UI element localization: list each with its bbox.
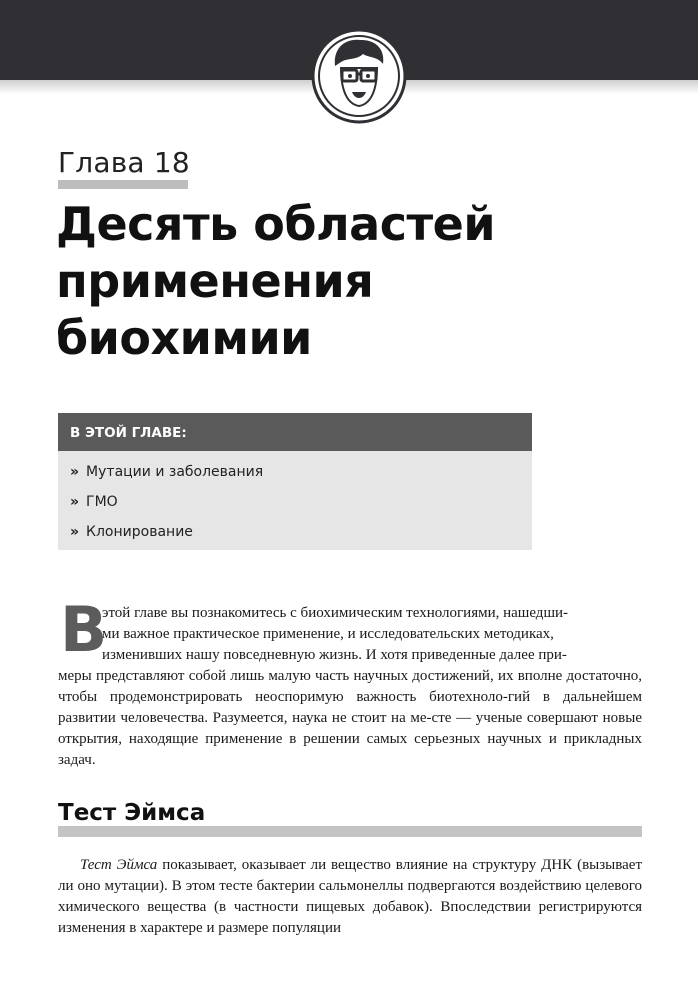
- bullet-icon: »: [70, 464, 80, 480]
- section-heading: Тест Эймса: [58, 800, 206, 826]
- list-item-label: ГМО: [86, 494, 118, 510]
- chapter-title-line: Десять областей: [56, 197, 496, 251]
- section-heading-underline: [58, 826, 642, 837]
- intro-paragraph-rest: меры представляют собой лишь малую часть научных достижений, их вполне достаточно, чтобы продемонстрировать неоспоримую важность биотехноло-гий в дальнейшем развитии человечества. Разумеется, наука не стоит на ме-сте — ученые совершают новые открытия, находящие применение в решении самых серьезных научных и прикладных задач.: [58, 668, 642, 768]
- bullet-icon: »: [70, 494, 80, 510]
- list-item: [70, 487, 532, 517]
- text-line: этой главе вы познакомитесь с биохимическим технологиями, нашедши-: [102, 605, 569, 621]
- chapter-label: Глава 18: [58, 146, 190, 179]
- list-item-label: Мутации и заболевания: [86, 464, 264, 480]
- chapter-title: [56, 196, 656, 367]
- list-item-label: Клонирование: [86, 524, 193, 540]
- section-paragraph: [58, 855, 642, 939]
- drop-cap: В: [60, 593, 108, 666]
- intro-paragraph-start: [58, 603, 642, 666]
- section-paragraph-text: показывает, оказывает ли вещество влияние на структуру ДНК (вызывает ли оно мутации). В этом тесте бактерии сальмонеллы подвергаются воздействию целевого химического вещества (в частности пищевых добавок). Впоследствии регистрируются изменения в характере и размере популяции: [58, 857, 642, 936]
- term-emphasis: Тест Эймса: [80, 857, 158, 873]
- chapter-contents-header: В ЭТОЙ ГЛАВЕ:: [58, 413, 532, 451]
- chapter-contents-list: [58, 451, 532, 547]
- chapter-title-line: применения: [56, 254, 374, 308]
- text-line: изменивших нашу повседневную жизнь. И хотя приведенные далее при-: [102, 647, 567, 663]
- dummies-guy-icon: [311, 28, 407, 124]
- chapter-title-line: биохимии: [56, 311, 312, 365]
- list-item: [70, 457, 532, 487]
- bullet-icon: »: [70, 524, 80, 540]
- text-line: ми важное практическое применение, и исследовательских методиках,: [102, 626, 554, 642]
- list-item: [70, 517, 532, 547]
- chapter-contents-box: [58, 413, 532, 550]
- chapter-label-underline: [58, 180, 188, 189]
